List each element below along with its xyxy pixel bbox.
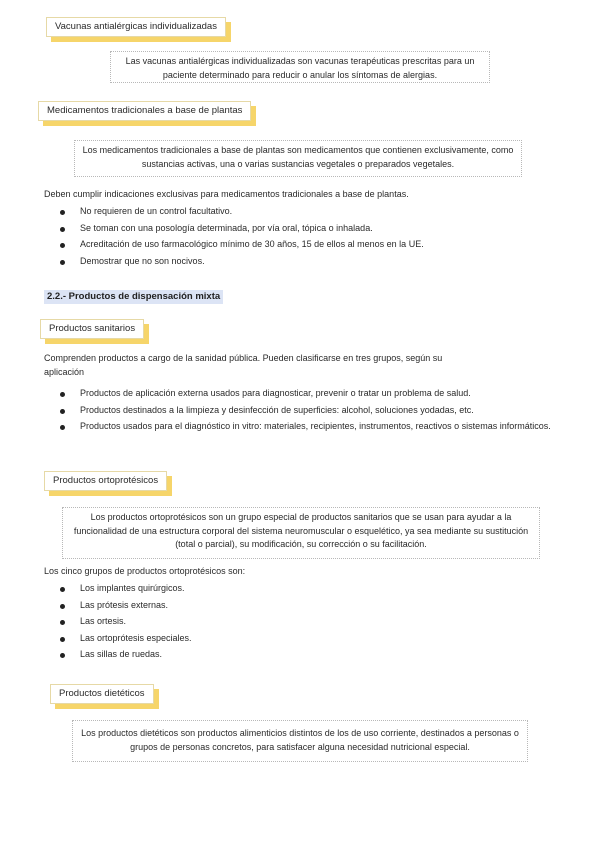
section-heading: 2.2.- Productos de dispensación mixta [44, 290, 223, 304]
list-item: Productos usados para el diagnóstico in vitro: materiales, recipientes, instrumentos, reactivos o sistemas informáticos. [44, 420, 554, 434]
sanitarios-label: Productos sanitarios [40, 319, 144, 339]
list-item: Las ortesis. [44, 615, 554, 629]
ortoproteticos-list [44, 582, 554, 665]
tradicionales-definition-box [74, 140, 522, 177]
list-item: Las ortoprótesis especiales. [44, 632, 554, 646]
tradicionales-list [44, 205, 554, 271]
sanitarios-list [44, 387, 554, 437]
ortoproteticos-definition: Los productos ortoprotésicos son un grupo especial de productos sanitarios que se usan para ayudar a la funcionalidad de una estructura corporal del sistema neuromuscular o esquelético, ya sea mediante su sustitución (total o parcial), su modificación, su corrección o su facilitación. [73, 512, 529, 549]
list-item: Productos destinados a la limpieza y desinfección de superficies: alcohol, soluciones yodadas, etc. [44, 404, 554, 418]
list-item: Se toman con una posología determinada, por vía oral, tópica o inhalada. [44, 222, 554, 236]
list-item: Los implantes quirúrgicos. [44, 582, 554, 596]
vacunas-definition: Las vacunas antialérgicas individualizadas son vacunas terapéuticas prescritas para un paciente determinado para reducir o anular los síntomas de alergias. [125, 56, 475, 80]
dieteticos-definition: Los productos dietéticos son productos alimenticios distintos de los de uso corriente, destinados a personas o grupos de personas concretos, para satisfacer alguna necesidad nutricional especial. [81, 728, 519, 752]
tradicionales-definition: Los medicamentos tradicionales a base de plantas son medicamentos que contienen exclusivamente, como sustancias activas, una o varias sustancias vegetales o preparados vegetales. [82, 145, 514, 169]
tradicionales-intro: Deben cumplir indicaciones exclusivas para medicamentos tradicionales a base de plantas. [44, 189, 409, 199]
sanitarios-intro: Comprenden productos a cargo de la sanidad pública. Pueden clasificarse en tres grupos, según su aplicación [44, 353, 443, 377]
list-item: Las prótesis externas. [44, 599, 554, 613]
vacunas-definition-box [110, 51, 490, 83]
list-item: Productos de aplicación externa usados para diagnosticar, prevenir o tratar un problema de salud. [44, 387, 554, 401]
list-item: Demostrar que no son nocivos. [44, 255, 554, 269]
list-item: No requieren de un control facultativo. [44, 205, 554, 219]
ortoproteticos-definition-box [62, 507, 540, 559]
ortoproteticos-label: Productos ortoprotésicos [44, 471, 167, 491]
ortoproteticos-intro: Los cinco grupos de productos ortoprotésicos son: [44, 566, 246, 576]
list-item: Acreditación de uso farmacológico mínimo de 30 años, 15 de ellos al menos en la UE. [44, 238, 554, 252]
dieteticos-label: Productos dietéticos [50, 684, 154, 704]
list-item: Las sillas de ruedas. [44, 648, 554, 662]
tradicionales-label: Medicamentos tradicionales a base de plantas [38, 101, 251, 121]
dieteticos-definition-box [72, 720, 528, 762]
vacunas-label: Vacunas antialérgicas individualizadas [46, 17, 226, 37]
